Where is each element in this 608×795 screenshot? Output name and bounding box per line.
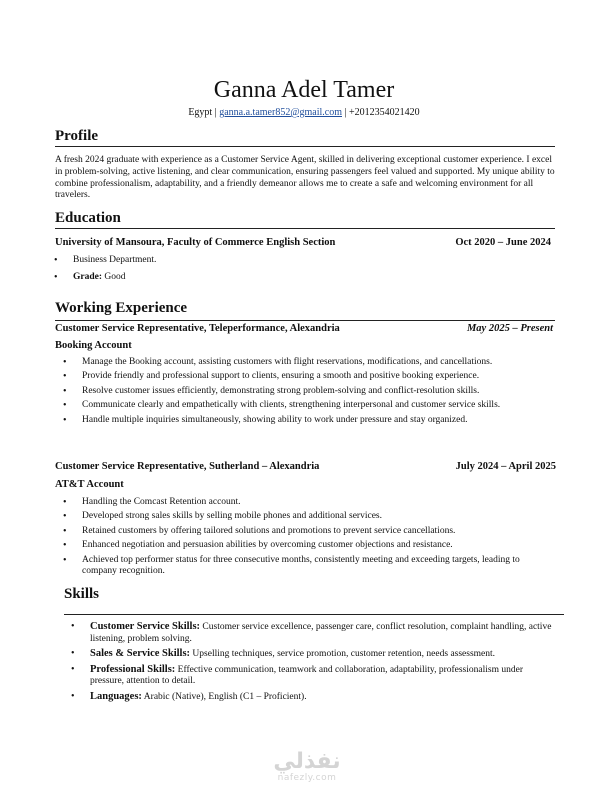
job-bullet: • Developed strong sales skills by selling mobile phones and additional services. <box>82 511 544 523</box>
job-bullet: • Achieved top performer status for three consecutive months, consistently meeting and exceeding targets, leading to company recognition. <box>82 555 544 579</box>
email-link[interactable]: ganna.a.tamer852@gmail.com <box>219 107 343 118</box>
education-item-label: Grade: <box>73 271 103 282</box>
skill-label: Sales & Service Skills: <box>90 648 191 660</box>
contact-line <box>0 106 608 119</box>
education-dates: Oct 2020 – June 2024 <box>455 237 551 248</box>
job-bullet: • Provide friendly and professional support to clients, ensuring a smooth and positive booking experience. <box>82 371 544 383</box>
skill-item <box>90 691 552 704</box>
education-heading: Education <box>55 210 121 226</box>
education-school: University of Mansoura, Faculty of Commerce English Section <box>55 237 336 248</box>
job-bullet: • Communicate clearly and empathetically with clients, strengthening interpersonal and customer service skills. <box>82 400 544 412</box>
watermark-domain: nafezly.com <box>277 773 337 783</box>
experience-heading: Working Experience <box>55 300 188 316</box>
job-bullet: • Handle multiple inquiries simultaneously, showing ability to work under pressure and stay organized. <box>82 415 544 427</box>
job-bullet: • Enhanced negotiation and persuasion abilities by overcoming customer objections and resistance. <box>82 540 544 552</box>
experience-divider <box>55 320 555 321</box>
separator: | <box>344 107 347 118</box>
education-list <box>73 255 533 286</box>
separator: | <box>214 107 217 118</box>
skill-item <box>90 621 552 646</box>
job-bullets <box>82 497 544 581</box>
education-item-text: Business Department. <box>73 255 157 265</box>
job-dates: July 2024 – April 2025 <box>455 461 556 472</box>
skill-label: Languages: <box>90 690 142 702</box>
skill-label: Professional Skills: <box>90 663 176 675</box>
job-bullet: • Resolve customer issues efficiently, demonstrating strong problem-solving and conflict-resolution skills. <box>82 386 544 398</box>
skills-heading: Skills <box>64 586 100 602</box>
country: Egypt <box>188 107 213 118</box>
education-item <box>73 255 533 267</box>
skill-text: Arabic (Native), English (C1 – Proficient). <box>143 691 307 702</box>
job-role: Customer Service Representative, Sutherland – Alexandria <box>55 461 320 472</box>
job-account: Booking Account <box>55 340 132 351</box>
job-bullet: • Manage the Booking account, assisting customers with flight reservations, modifications, and cancellations. <box>82 357 544 369</box>
education-divider <box>55 228 555 229</box>
job-account: AT&T Account <box>55 479 124 490</box>
skills-divider <box>64 614 564 615</box>
job-bullets <box>82 357 544 429</box>
candidate-name: Ganna Adel Tamer <box>213 77 395 103</box>
watermark-logo <box>262 751 352 783</box>
skill-text: Customer service excellence, passenger care, conflict resolution, complaint handling, active listening, problem solving. <box>90 622 552 644</box>
skill-item <box>90 648 552 661</box>
job-bullet: • Handling the Comcast Retention account. <box>82 497 544 509</box>
profile-heading: Profile <box>55 128 99 144</box>
skill-text: Effective communication, teamwork and collaboration, adaptability, professionalism under pressure, attention to detail. <box>90 664 523 687</box>
profile-divider <box>55 146 555 147</box>
profile-text: A fresh 2024 graduate with experience as a Customer Service Agent, skilled in delivering exceptional customer experience. I excel in problem-solving, active listening, and clear communication, ensuring passengers feel valued and supported. My unique ability to combine professionalism, adaptability, and a friendly demeanor allows me to create a safe and welcoming environment for all travelers. <box>55 155 555 201</box>
phone: +2012354021420 <box>349 107 420 118</box>
skills-list <box>90 621 552 706</box>
education-item-text: Good <box>104 271 126 282</box>
skill-label: Customer Service Skills: <box>90 621 201 632</box>
watermark-arabic: نفذلي <box>273 749 341 774</box>
skill-item <box>90 664 552 689</box>
job-role: Customer Service Representative, Teleperformance, Alexandria <box>55 323 340 334</box>
job-bullet: • Retained customers by offering tailored solutions and promotions to prevent service cancellations. <box>82 526 544 538</box>
job-dates: May 2025 – Present <box>466 323 553 334</box>
skill-text: Upselling techniques, service promotion, customer retention, needs assessment. <box>192 649 496 660</box>
education-item <box>73 272 533 284</box>
